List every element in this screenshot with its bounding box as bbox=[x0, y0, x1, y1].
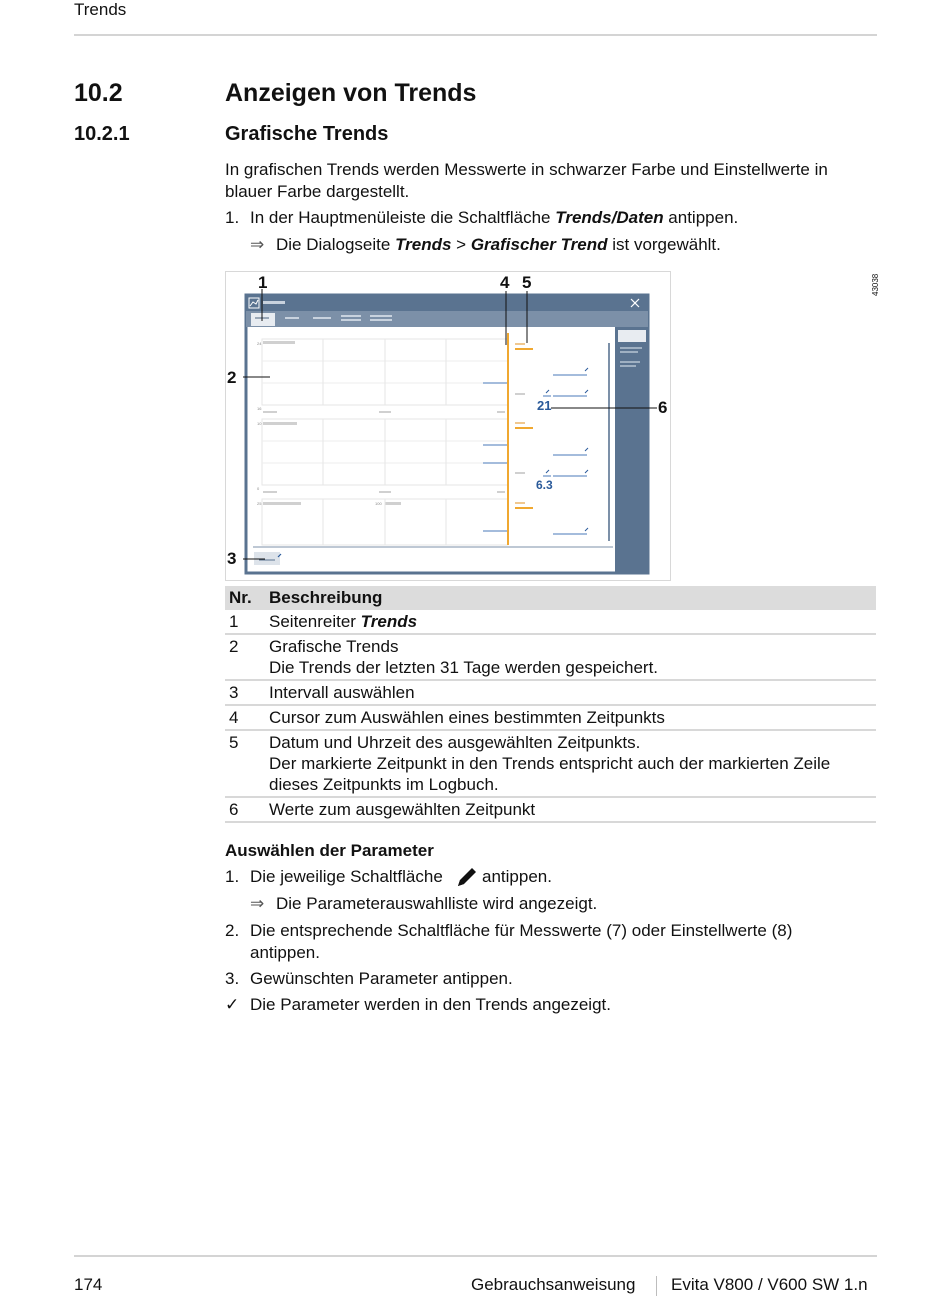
page-number: 174 bbox=[74, 1275, 103, 1294]
tab-3 bbox=[313, 317, 331, 319]
params-step-3-text: Gewünschten Parameter antippen. bbox=[250, 969, 513, 988]
tab-bar bbox=[246, 311, 648, 327]
svg-text:24: 24 bbox=[257, 341, 262, 346]
legend-table bbox=[225, 586, 876, 823]
params-step-1-number: 1. bbox=[225, 867, 240, 886]
row-description bbox=[265, 610, 876, 634]
callout-6: 6 bbox=[658, 398, 668, 417]
trend-screen-illustration bbox=[225, 271, 671, 581]
params-step-2-line-2: antippen. bbox=[250, 943, 320, 962]
footer-divider bbox=[656, 1276, 657, 1296]
result-1-post: ist vorgewählt. bbox=[607, 235, 721, 254]
running-header: Trends bbox=[74, 0, 127, 19]
legend-table-header bbox=[225, 586, 876, 610]
dialog-titlebar bbox=[246, 295, 648, 311]
tab-trends bbox=[251, 313, 275, 326]
row-text: Seitenreiter bbox=[269, 612, 361, 631]
svg-text:10: 10 bbox=[257, 421, 262, 426]
row-description bbox=[265, 634, 876, 680]
check-icon: ✓ bbox=[225, 995, 240, 1014]
svg-text:25: 25 bbox=[257, 501, 262, 506]
selected-value-1: 21 bbox=[537, 398, 552, 413]
result-1-bold-2: Grafischer Trend bbox=[470, 235, 608, 254]
params-result-text: Die Parameterauswahlliste wird angezeigt. bbox=[276, 894, 598, 913]
table-row bbox=[225, 797, 876, 822]
callout-2: 2 bbox=[227, 368, 237, 387]
intro-line-2: blauer Farbe dargestellt. bbox=[225, 182, 410, 201]
step-1-number: 1. bbox=[225, 208, 240, 227]
subsection-number: 10.2.1 bbox=[74, 123, 130, 145]
callout-4: 4 bbox=[500, 273, 510, 292]
result-1-pre: Die Dialogseite bbox=[276, 235, 396, 254]
footer-product: Evita V800 / V600 SW 1.n bbox=[671, 1275, 868, 1294]
callout-3: 3 bbox=[227, 549, 237, 568]
row-description: Werte zum ausgewählten Zeitpunkt bbox=[265, 797, 876, 822]
svg-text:16: 16 bbox=[257, 406, 262, 411]
params-result-final: Die Parameter werden in den Trends angezeigt. bbox=[250, 995, 611, 1014]
result-1-mid: > bbox=[451, 235, 471, 254]
pencil-icon bbox=[455, 865, 479, 889]
table-row bbox=[225, 705, 876, 730]
footer-rule bbox=[74, 1255, 877, 1257]
row-bold-text: Trends bbox=[360, 612, 418, 631]
column-header-nr: Nr. bbox=[225, 586, 265, 610]
step-1-text bbox=[250, 207, 738, 229]
dialog-window bbox=[246, 295, 648, 573]
figure-id: 43038 bbox=[871, 273, 880, 296]
tab-5 bbox=[370, 315, 392, 317]
row-text-line-2: Die Trends der letzten 31 Tage werden gespeichert. bbox=[269, 658, 659, 677]
row-number: 4 bbox=[225, 705, 265, 730]
params-step-3-number: 3. bbox=[225, 969, 240, 988]
table-row bbox=[225, 610, 876, 634]
row-text: Datum und Uhrzeit des ausgewählten Zeitpunkts. bbox=[269, 733, 641, 752]
row-text-line-3: dieses Zeitpunkts im Logbuch. bbox=[269, 775, 499, 794]
row-text-line-2: Der markierte Zeitpunkt in den Trends entspricht auch der markierten Zeile bbox=[269, 754, 831, 773]
row-number: 1 bbox=[225, 610, 265, 634]
row-text: Grafische Trends bbox=[269, 637, 399, 656]
row-number: 2 bbox=[225, 634, 265, 680]
result-arrow-icon: ⇒ bbox=[250, 235, 265, 254]
tab-2 bbox=[285, 317, 299, 319]
footer-doc-type: Gebrauchsanweisung bbox=[471, 1275, 636, 1294]
result-1-bold-1: Trends bbox=[395, 235, 452, 254]
params-step-2-number: 2. bbox=[225, 921, 240, 940]
step-1-post: antippen. bbox=[663, 208, 739, 227]
table-row bbox=[225, 680, 876, 705]
selected-value-2: 6.3 bbox=[536, 478, 553, 492]
dialog-title-placeholder bbox=[263, 301, 285, 304]
callout-5: 5 bbox=[522, 273, 532, 292]
callout-1: 1 bbox=[258, 273, 268, 292]
row-description bbox=[265, 730, 876, 797]
sidebar-button-1 bbox=[618, 330, 646, 342]
section-title: Anzeigen von Trends bbox=[225, 79, 477, 107]
table-row bbox=[225, 730, 876, 797]
row-description: Cursor zum Auswählen eines bestimmten Zeitpunkts bbox=[265, 705, 876, 730]
params-step-1-pre: Die jeweilige Schaltfläche bbox=[250, 867, 443, 886]
intro-line-1: In grafischen Trends werden Messwerte in schwarzer Farbe und Einstellwerte in bbox=[225, 160, 828, 179]
step-1-bold: Trends/Daten bbox=[555, 208, 664, 227]
svg-text:0: 0 bbox=[257, 486, 260, 491]
svg-text:100: 100 bbox=[375, 501, 382, 506]
result-1-text bbox=[276, 234, 721, 256]
step-1-pre: In der Hauptmenüleiste die Schaltfläche bbox=[250, 208, 556, 227]
params-result-arrow-icon: ⇒ bbox=[250, 894, 265, 913]
params-heading: Auswählen der Parameter bbox=[225, 841, 434, 860]
tab-4 bbox=[341, 315, 361, 317]
right-sidebar bbox=[615, 327, 648, 573]
params-step-1-post: antippen. bbox=[482, 867, 552, 886]
row-number: 3 bbox=[225, 680, 265, 705]
subsection-title: Grafische Trends bbox=[225, 123, 389, 145]
row-number: 5 bbox=[225, 730, 265, 797]
row-description: Intervall auswählen bbox=[265, 680, 876, 705]
row-number: 6 bbox=[225, 797, 265, 822]
header-rule bbox=[74, 34, 877, 36]
section-number: 10.2 bbox=[74, 79, 123, 107]
params-step-2-line-1: Die entsprechende Schaltfläche für Messwerte (7) oder Einstellwerte (8) bbox=[250, 921, 793, 940]
table-row bbox=[225, 634, 876, 680]
column-header-description: Beschreibung bbox=[265, 586, 876, 610]
